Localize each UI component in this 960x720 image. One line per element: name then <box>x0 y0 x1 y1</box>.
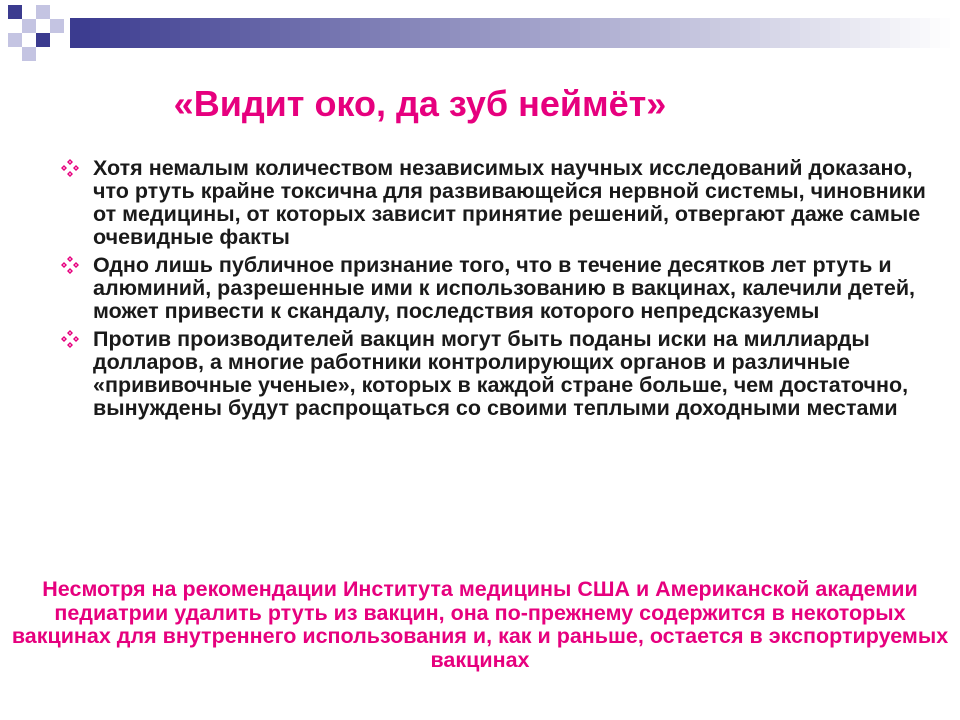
stripe-segment <box>210 18 220 48</box>
bullet-text: Против производителей вакцин могут быть поданы иски на миллиарды долларов, а многие работники контролирующих органов и различные «прививочные ученые», которых в каждой стране больше, чем достаточно, вынуждены будут распрощаться со своими теплыми доходными местами <box>93 327 909 420</box>
stripe-segment <box>180 18 190 48</box>
stripe-segment <box>230 18 240 48</box>
stripe-segment <box>400 18 410 48</box>
decor-square <box>22 19 36 33</box>
slide-title: «Видит око, да зуб неймёт» <box>173 83 667 124</box>
stripe-segment <box>800 18 810 48</box>
stripe-segment <box>190 18 200 48</box>
stripe-segment <box>250 18 260 48</box>
bullet-item <box>60 328 940 420</box>
stripe-segment <box>770 18 780 48</box>
decor-square <box>8 33 22 47</box>
stripe-segment <box>560 18 570 48</box>
stripe-segment <box>870 18 880 48</box>
stripe-segment <box>120 18 130 48</box>
stripe-segment <box>390 18 400 48</box>
stripe-segment <box>380 18 390 48</box>
decor-square <box>22 47 36 61</box>
bullet-text: Одно лишь публичное признание того, что в течение десятков лет ртуть и алюминий, разрешенные ими к использованию в вакцинах, калечили детей, может привести к скандалу, последствия которого непредсказуемы <box>93 253 916 323</box>
stripe-segment <box>690 18 700 48</box>
stripe-segment <box>850 18 860 48</box>
stripe-segment <box>110 18 120 48</box>
stripe-segment <box>940 18 950 48</box>
stripe-segment <box>540 18 550 48</box>
stripe-segment <box>760 18 770 48</box>
stripe-segment <box>340 18 350 48</box>
stripe-segment <box>260 18 270 48</box>
stripe-segment <box>740 18 750 48</box>
diamond-quad-icon <box>60 158 80 178</box>
stripe-segment <box>680 18 690 48</box>
stripe-segment <box>950 18 960 48</box>
stripe-segment <box>580 18 590 48</box>
stripe-segment <box>410 18 420 48</box>
stripe-segment <box>280 18 290 48</box>
stripe-segment <box>370 18 380 48</box>
stripe-segment <box>160 18 170 48</box>
stripe-segment <box>450 18 460 48</box>
stripe-segment <box>600 18 610 48</box>
stripe-segment <box>320 18 330 48</box>
stripe-segment <box>590 18 600 48</box>
stripe-segment <box>720 18 730 48</box>
stripe-segment <box>360 18 370 48</box>
stripe-segment <box>300 18 310 48</box>
stripe-segment <box>890 18 900 48</box>
stripe-segment <box>880 18 890 48</box>
stripe-segment <box>90 18 100 48</box>
stripe-segment <box>730 18 740 48</box>
decor-square <box>36 5 50 19</box>
stripe-segment <box>140 18 150 48</box>
stripe-segment <box>520 18 530 48</box>
stripe-segment <box>510 18 520 48</box>
stripe-segment <box>810 18 820 48</box>
decor-square <box>50 19 64 33</box>
stripe-segment <box>430 18 440 48</box>
bullet-list <box>60 157 940 425</box>
stripe-segment <box>500 18 510 48</box>
stripe-segment <box>660 18 670 48</box>
stripe-segment <box>310 18 320 48</box>
stripe-segment <box>80 18 90 48</box>
stripe-segment <box>750 18 760 48</box>
stripe-segment <box>460 18 470 48</box>
stripe-segment <box>200 18 210 48</box>
stripe-segment <box>420 18 430 48</box>
stripe-segment <box>480 18 490 48</box>
stripe-segment <box>150 18 160 48</box>
stripe-segment <box>530 18 540 48</box>
bullet-item <box>60 254 940 323</box>
stripe-segment <box>860 18 870 48</box>
decor-square <box>36 33 50 47</box>
stripe-segment <box>780 18 790 48</box>
stripe-segment <box>820 18 830 48</box>
stripe-segment <box>490 18 500 48</box>
stripe-segment <box>670 18 680 48</box>
stripe-segment <box>630 18 640 48</box>
stripe-segment <box>790 18 800 48</box>
stripe-segment <box>930 18 940 48</box>
stripe-segment <box>70 18 80 48</box>
stripe-segment <box>550 18 560 48</box>
stripe-segment <box>840 18 850 48</box>
stripe-segment <box>920 18 930 48</box>
stripe-segment <box>130 18 140 48</box>
stripe-segment <box>220 18 230 48</box>
bullet-text: Хотя немалым количеством независимых научных исследований доказано, что ртуть крайне токсична для развивающейся нервной системы, чиновники от медицины, от которых зависит принятие решений, отвергают даже самые очевидные факты <box>93 156 926 249</box>
stripe-segment <box>700 18 710 48</box>
stripe-segment <box>910 18 920 48</box>
header-stripe <box>70 18 960 48</box>
footer-note: Несмотря на рекомендации Института медицины США и Американской академии педиатрии удалить ртуть из вакцин, она по-прежнему содержится в некоторых вакцинах для внутреннего использования и, как и раньше, остается в экспортируемых вакцинах <box>11 577 949 672</box>
stripe-segment <box>330 18 340 48</box>
decor-square <box>8 5 22 19</box>
stripe-segment <box>710 18 720 48</box>
stripe-segment <box>830 18 840 48</box>
stripe-segment <box>610 18 620 48</box>
diamond-quad-icon <box>60 329 80 349</box>
stripe-segment <box>470 18 480 48</box>
stripe-segment <box>350 18 360 48</box>
stripe-segment <box>620 18 630 48</box>
stripe-segment <box>100 18 110 48</box>
header-decoration <box>0 0 960 60</box>
stripe-segment <box>570 18 580 48</box>
stripe-segment <box>240 18 250 48</box>
stripe-segment <box>270 18 280 48</box>
diamond-quad-icon <box>60 255 80 275</box>
stripe-segment <box>440 18 450 48</box>
stripe-segment <box>290 18 300 48</box>
stripe-segment <box>650 18 660 48</box>
stripe-segment <box>640 18 650 48</box>
stripe-segment <box>170 18 180 48</box>
stripe-segment <box>900 18 910 48</box>
bullet-item <box>60 157 940 249</box>
